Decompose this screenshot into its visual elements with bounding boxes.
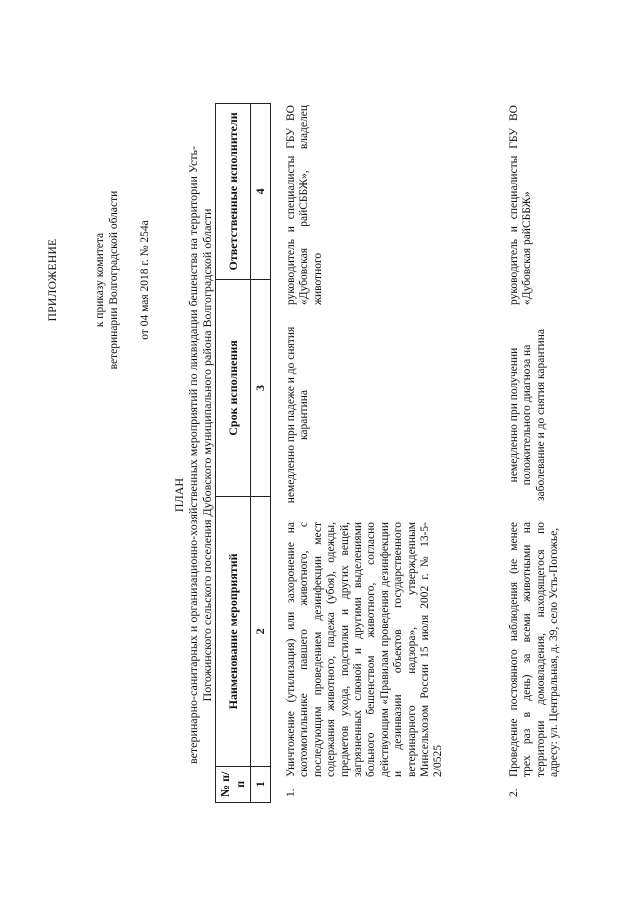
row-responsible: руководитель и специалисты ГБУ ВО «Дубовская райСББЖ», владелец животного xyxy=(285,105,324,305)
header-resp: Ответственные исполнители xyxy=(216,104,251,280)
row-number: 2. xyxy=(508,788,520,797)
row-term: немедленно при падеже и до снятия карантина xyxy=(285,326,311,504)
appendix-line-1: к приказу комитета xyxy=(94,232,106,328)
index-cell: 3 xyxy=(251,279,271,496)
header-name: Наименование мероприятий xyxy=(216,497,251,766)
appendix-title: ПРИЛОЖЕНИЕ xyxy=(47,238,59,322)
plan-title: ПЛАН xyxy=(172,477,186,513)
row-term: немедленно при получении положительного диагноза на заболевание и до снятия карантина xyxy=(508,329,547,501)
index-cell: 4 xyxy=(251,104,271,280)
plan-subtitle: ветеринарно-санитарных и организационно-хозяйственных мероприятий по ликвидации бешенства на территории Усть-Погожинского сельского поселения Дубовского муниципального района Волгоградской области xyxy=(186,145,214,765)
row-measure: Проведение постоянного наблюдения (не менее трех раз в день) за всеми животными на территории домовладения, находящегося по адресу: ул. Центральная, д. 39, село Усть-Погожье, xyxy=(508,522,561,777)
header-num: № п/п xyxy=(216,766,251,802)
header-term: Срок исполнения xyxy=(216,279,251,496)
row-responsible: руководитель и специалисты ГБУ ВО «Дубовская райСББЖ» xyxy=(508,105,534,305)
plan-table xyxy=(215,103,271,803)
index-cell: 1 xyxy=(251,766,271,802)
index-cell: 2 xyxy=(251,497,271,766)
table-header-row xyxy=(216,104,251,803)
row-measure: Уничтожение (утилизация) или захоронение на скотомогильнике павшего животного, с последующим проведением дезинфекции мест содержания животного, падежа (убоя), одежды, предметов ухода, подстилки и других вещей, загрязненных слюной и другими выделениями больного бешенством животного, согласно действующим «Правилам проведения дезинфекции и дезинвазии объектов государственного ветеринарного надзора», утвержденным Минсельхозом России 15 июля 2002 г. № 13-5-2/0525 xyxy=(285,522,445,777)
row-number: 1. xyxy=(285,788,297,797)
appendix-line-2: ветеринарии Волгоградской области xyxy=(108,190,120,370)
appendix-line-3: от 04 мая 2018 г. № 254а xyxy=(139,220,151,340)
table-index-row xyxy=(251,104,271,803)
